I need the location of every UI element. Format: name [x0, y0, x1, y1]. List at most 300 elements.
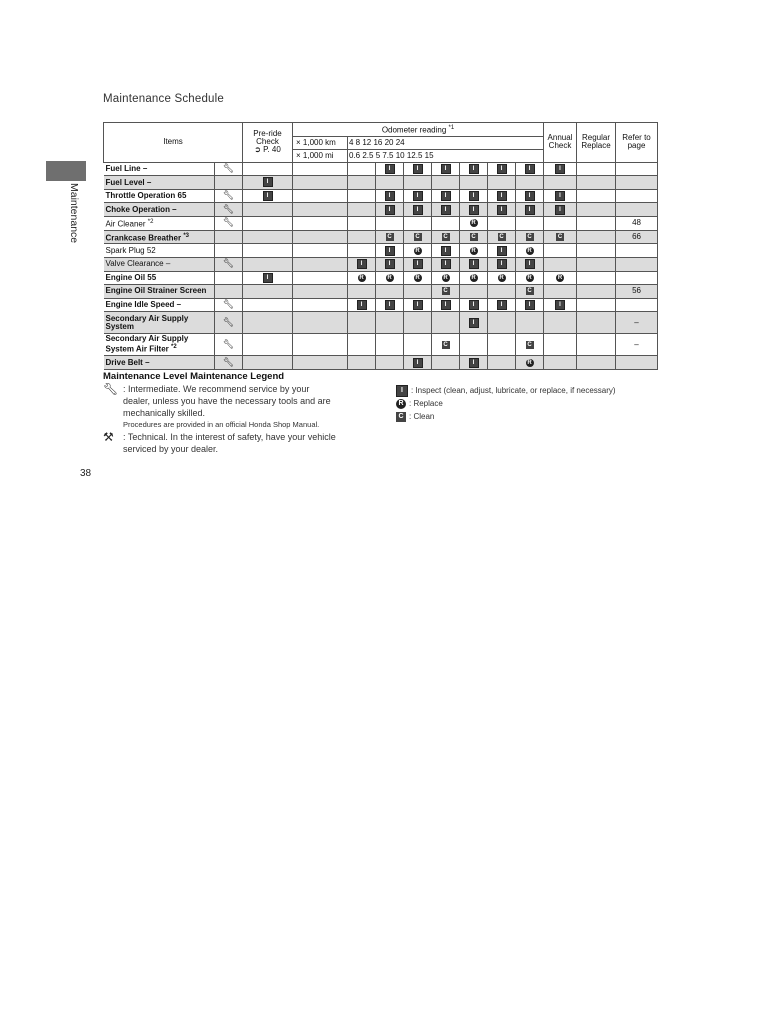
interval-cell [376, 356, 404, 370]
item-label: Fuel Line – [104, 162, 215, 176]
mark-i-icon: I [469, 205, 479, 215]
interval-cell [460, 217, 488, 231]
interval-cell [516, 217, 544, 231]
interval-cell [488, 189, 516, 203]
interval-cell [348, 285, 376, 299]
level-cell [215, 334, 243, 356]
interval-cell [293, 312, 348, 334]
interval-cell [488, 334, 516, 356]
interval-cell [516, 334, 544, 356]
item-label: Air Cleaner $^{*2}$ [104, 217, 215, 231]
mark-c-icon: C [527, 341, 532, 348]
interval-cell [488, 312, 516, 334]
level-cell [215, 217, 243, 231]
interval-cell [460, 189, 488, 203]
interval-cell [432, 162, 460, 176]
wrench-icon: 🔧︎ [222, 339, 235, 350]
interval-cell [376, 162, 404, 176]
mark-i-icon: I [555, 300, 565, 310]
mark-i-icon: I [385, 191, 395, 201]
regular-cell [577, 257, 616, 271]
mark-i-icon: I [441, 205, 451, 215]
refer-page-cell [616, 257, 658, 271]
interval-cell [293, 298, 348, 312]
interval-cell [460, 203, 488, 217]
item-label: Drive Belt – [104, 356, 215, 370]
interval-cell [404, 356, 432, 370]
wrench-icon: 🔧︎ [222, 299, 235, 310]
preride-header: Pre-ride Check ➲ P. 40 [243, 123, 293, 163]
annual-cell [544, 312, 577, 334]
refer-page-cell: – [616, 312, 658, 334]
table-row [104, 271, 658, 285]
refer-page-cell: – [616, 334, 658, 356]
regular-cell [577, 176, 616, 190]
mark-i-icon: I [413, 358, 423, 368]
interval-cell [376, 203, 404, 217]
item-label: Crankcase Breather $^{*3}$ [104, 230, 215, 244]
interval-cell [460, 230, 488, 244]
mark-i-icon: I [263, 191, 273, 201]
item-label: Engine Idle Speed – [104, 298, 215, 312]
regular-cell [577, 203, 616, 217]
mark-c-icon: C [443, 341, 448, 348]
level-cell [215, 162, 243, 176]
interval-cell [404, 230, 432, 244]
mark-i-icon: I [469, 191, 479, 201]
interval-cell [348, 298, 376, 312]
mark-r-icon: R [527, 359, 532, 366]
interval-cell [488, 230, 516, 244]
table-row [104, 217, 658, 231]
mark-i-icon: I [413, 300, 423, 310]
interval-cell [432, 271, 460, 285]
preride-cell [243, 257, 293, 271]
interval-cell [404, 203, 432, 217]
table-row [104, 257, 658, 271]
mark-i-icon: I [385, 300, 395, 310]
regular-cell [577, 298, 616, 312]
mark-c-icon: C [499, 233, 504, 240]
regular-cell [577, 334, 616, 356]
interval-cell [432, 203, 460, 217]
inspect-icon: I [396, 385, 408, 397]
level-cell [215, 203, 243, 217]
clean-icon: C [396, 412, 406, 422]
interval-cell [460, 298, 488, 312]
interval-cell [516, 176, 544, 190]
mark-i-icon: I [441, 191, 451, 201]
annual-cell [544, 244, 577, 258]
mark-i-icon: I [413, 164, 423, 174]
page-ref-icon: ➲ [254, 145, 261, 155]
mark-i-icon: I [385, 205, 395, 215]
interval-cell [460, 285, 488, 299]
interval-cell [348, 203, 376, 217]
page-number: 38 [80, 468, 92, 479]
preride-cell [243, 298, 293, 312]
interval-cell [404, 271, 432, 285]
interval-cell [293, 285, 348, 299]
mark-i-icon: I [413, 259, 423, 269]
preride-cell [243, 244, 293, 258]
schedule-body [104, 162, 658, 369]
table-row [104, 203, 658, 217]
interval-cell [348, 162, 376, 176]
interval-cell [404, 217, 432, 231]
annual-cell [544, 298, 577, 312]
mark-r-icon: R [415, 247, 420, 254]
interval-cell [460, 257, 488, 271]
preride-cell [243, 285, 293, 299]
table-row [104, 230, 658, 244]
mark-i-icon: I [385, 164, 395, 174]
level-cell [215, 244, 243, 258]
preride-cell [243, 271, 293, 285]
regular-replace-header: Regular Replace [577, 123, 616, 163]
interval-cell [488, 271, 516, 285]
interval-cell [460, 312, 488, 334]
legend-title: Maintenance Level Maintenance Legend [103, 371, 285, 382]
interval-cell [488, 217, 516, 231]
mark-r-icon: R [415, 274, 420, 281]
table-row [104, 285, 658, 299]
mark-i-icon: I [357, 259, 367, 269]
legend-technical: ⚒ : Technical. In the interest of safety, have your vehicle serviced by your dealer. [103, 430, 336, 454]
interval-cell [432, 244, 460, 258]
item-label: Spark Plug 52 [104, 244, 215, 258]
preride-cell [243, 312, 293, 334]
interval-cell [376, 189, 404, 203]
interval-cell [516, 257, 544, 271]
interval-cell [460, 334, 488, 356]
annual-check-header: Annual Check [544, 123, 577, 163]
mark-i-icon: I [441, 300, 451, 310]
mark-r-icon: R [557, 274, 563, 281]
annual-cell [544, 162, 577, 176]
mark-i-icon: I [357, 300, 367, 310]
interval-cell [376, 230, 404, 244]
interval-cell [404, 244, 432, 258]
regular-cell [577, 244, 616, 258]
legend-inspect: I : Inspect (clean, adjust, lubricate, or replace, if necessary) [396, 384, 616, 397]
mark-i-icon: I [441, 164, 451, 174]
mark-i-icon: I [469, 318, 479, 328]
refer-page-cell [616, 189, 658, 203]
mark-i-icon: I [497, 259, 507, 269]
annual-cell [544, 230, 577, 244]
page-title: Maintenance Schedule [103, 93, 224, 105]
interval-cell [432, 189, 460, 203]
mi-values: 0.6 2.5 5 7.5 10 12.5 15 [348, 149, 544, 162]
table-row [104, 244, 658, 258]
interval-cell [348, 271, 376, 285]
mark-c-icon: C [443, 233, 448, 240]
legend-clean: C : Clean [396, 410, 616, 423]
interval-cell [432, 285, 460, 299]
item-label: Valve Clearance – [104, 257, 215, 271]
interval-cell [293, 334, 348, 356]
annual-cell [544, 217, 577, 231]
mark-r-icon: R [499, 274, 504, 281]
table-row [104, 312, 658, 334]
interval-cell [376, 298, 404, 312]
table-row [104, 298, 658, 312]
interval-cell [293, 271, 348, 285]
interval-cell [348, 217, 376, 231]
regular-cell [577, 230, 616, 244]
wrench-icon: 🔧︎ [103, 382, 119, 396]
interval-cell [460, 356, 488, 370]
preride-cell [243, 356, 293, 370]
mark-i-icon: I [385, 246, 395, 256]
interval-cell [293, 257, 348, 271]
interval-cell [293, 189, 348, 203]
preride-cell [243, 217, 293, 231]
mark-r-icon: R [471, 220, 476, 227]
mi-unit: × 1,000 mi [293, 149, 348, 162]
table-row [104, 176, 658, 190]
interval-cell [293, 230, 348, 244]
regular-cell [577, 217, 616, 231]
replace-icon: R [396, 399, 406, 409]
preride-cell [243, 189, 293, 203]
wrench-icon: 🔧︎ [222, 190, 235, 201]
legend-intermediate: 🔧︎ : Intermediate. We recommend service by your dealer, unless you have the necessary tools and are mechanically skilled. Procedures are provided in an official Honda Shop Manual. [103, 382, 331, 429]
regular-cell [577, 312, 616, 334]
regular-cell [577, 162, 616, 176]
item-label: Choke Operation – [104, 203, 215, 217]
table-row [104, 356, 658, 370]
refer-page-cell [616, 162, 658, 176]
annual-cell [544, 285, 577, 299]
interval-cell [376, 285, 404, 299]
km-unit: × 1,000 km [293, 136, 348, 149]
interval-cell [460, 162, 488, 176]
interval-cell [460, 271, 488, 285]
interval-cell [348, 312, 376, 334]
interval-cell [376, 257, 404, 271]
interval-cell [404, 285, 432, 299]
mark-i-icon: I [525, 164, 535, 174]
mark-r-icon: R [471, 274, 476, 281]
interval-cell [516, 162, 544, 176]
interval-cell [404, 162, 432, 176]
interval-cell [404, 298, 432, 312]
mark-i-icon: I [385, 259, 395, 269]
crossed-tools-icon: ⚒ [103, 430, 114, 444]
side-tab-marker [46, 161, 86, 181]
interval-cell [516, 356, 544, 370]
km-values: 4 8 12 16 20 24 [348, 136, 544, 149]
level-cell [215, 271, 243, 285]
annual-cell [544, 203, 577, 217]
level-cell [215, 257, 243, 271]
mark-r-icon: R [471, 247, 476, 254]
mark-i-icon: I [525, 300, 535, 310]
mark-r-icon: R [387, 274, 392, 281]
interval-cell [432, 176, 460, 190]
interval-cell [376, 271, 404, 285]
item-label: Engine Oil Strainer Screen [104, 285, 215, 299]
interval-cell [293, 356, 348, 370]
interval-cell [432, 257, 460, 271]
interval-cell [376, 334, 404, 356]
mark-i-icon: I [469, 259, 479, 269]
annual-cell [544, 356, 577, 370]
table-row [104, 334, 658, 356]
preride-cell [243, 162, 293, 176]
mark-i-icon: I [497, 164, 507, 174]
annual-cell [544, 257, 577, 271]
annual-cell [544, 176, 577, 190]
interval-cell [376, 244, 404, 258]
mark-r-icon: R [527, 274, 532, 281]
maintenance-schedule-table [103, 122, 658, 370]
table-row [104, 162, 658, 176]
odometer-header: Odometer reading $^{*1}$ [293, 123, 544, 137]
preride-cell [243, 230, 293, 244]
annual-cell [544, 334, 577, 356]
interval-cell [488, 176, 516, 190]
mark-i-icon: I [497, 205, 507, 215]
mark-c-icon: C [527, 233, 532, 240]
refer-page-cell [616, 298, 658, 312]
preride-cell [243, 334, 293, 356]
interval-cell [376, 312, 404, 334]
wrench-icon: 🔧︎ [222, 217, 235, 228]
mark-i-icon: I [525, 259, 535, 269]
maintenance-action-legend [396, 384, 616, 423]
mark-c-icon: C [415, 233, 420, 240]
interval-cell [432, 356, 460, 370]
preride-cell [243, 203, 293, 217]
interval-cell [404, 257, 432, 271]
wrench-icon: 🔧︎ [222, 317, 235, 328]
item-label: Secondary Air Supply System [104, 312, 215, 334]
interval-cell [488, 203, 516, 217]
refer-page-cell [616, 176, 658, 190]
annual-cell [544, 271, 577, 285]
annual-cell [544, 189, 577, 203]
refer-page-header: Refer to page [616, 123, 658, 163]
interval-cell [488, 298, 516, 312]
mark-i-icon: I [441, 246, 451, 256]
refer-page-cell [616, 356, 658, 370]
refer-page-cell [616, 203, 658, 217]
level-cell [215, 298, 243, 312]
mark-i-icon: I [497, 300, 507, 310]
regular-cell [577, 189, 616, 203]
mark-c-icon: C [557, 233, 563, 240]
refer-page-cell [616, 244, 658, 258]
interval-cell [516, 298, 544, 312]
mark-r-icon: R [527, 247, 532, 254]
interval-cell [376, 176, 404, 190]
table-row [104, 189, 658, 203]
item-label: Fuel Level – [104, 176, 215, 190]
side-tab-label: Maintenance [68, 183, 80, 244]
interval-cell [516, 312, 544, 334]
mark-i-icon: I [497, 246, 507, 256]
regular-cell [577, 356, 616, 370]
interval-cell [488, 244, 516, 258]
interval-cell [348, 189, 376, 203]
interval-cell [516, 230, 544, 244]
mark-r-icon: R [443, 274, 448, 281]
legend-replace: R : Replace [396, 397, 616, 410]
interval-cell [348, 356, 376, 370]
maintenance-level-legend [103, 383, 373, 455]
interval-cell [293, 203, 348, 217]
interval-cell [293, 217, 348, 231]
interval-cell [348, 244, 376, 258]
mark-i-icon: I [555, 205, 565, 215]
mark-i-icon: I [263, 273, 273, 283]
regular-cell [577, 285, 616, 299]
item-label: Secondary Air Supply System Air Filter $^{*2}$ [104, 334, 215, 356]
level-cell [215, 312, 243, 334]
wrench-icon: 🔧︎ [222, 356, 235, 367]
interval-cell [404, 312, 432, 334]
mark-i-icon: I [555, 191, 565, 201]
interval-cell [348, 176, 376, 190]
interval-cell [432, 230, 460, 244]
wrench-icon: 🔧︎ [222, 203, 235, 214]
mark-i-icon: I [469, 358, 479, 368]
interval-cell [348, 230, 376, 244]
refer-page-cell: 66 [616, 230, 658, 244]
interval-cell [516, 271, 544, 285]
level-cell [215, 189, 243, 203]
mark-c-icon: C [387, 233, 392, 240]
item-label: Engine Oil 55 [104, 271, 215, 285]
interval-cell [516, 285, 544, 299]
mark-i-icon: I [413, 191, 423, 201]
preride-cell [243, 176, 293, 190]
interval-cell [516, 189, 544, 203]
refer-page-cell: 48 [616, 217, 658, 231]
mark-i-icon: I [555, 164, 565, 174]
interval-cell [460, 176, 488, 190]
interval-cell [488, 356, 516, 370]
mark-i-icon: I [413, 205, 423, 215]
mark-i-icon: I [525, 191, 535, 201]
level-cell [215, 356, 243, 370]
mark-i-icon: I [469, 164, 479, 174]
mark-i-icon: I [469, 300, 479, 310]
wrench-icon: 🔧︎ [222, 258, 235, 269]
mark-r-icon: R [359, 274, 364, 281]
interval-cell [432, 312, 460, 334]
interval-cell [516, 203, 544, 217]
mark-c-icon: C [443, 288, 448, 295]
mark-i-icon: I [441, 259, 451, 269]
interval-cell [488, 285, 516, 299]
mark-c-icon: C [471, 233, 476, 240]
interval-cell [348, 334, 376, 356]
refer-page-cell: 56 [616, 285, 658, 299]
interval-cell [432, 334, 460, 356]
interval-cell [293, 162, 348, 176]
item-label: Throttle Operation 65 [104, 189, 215, 203]
mark-i-icon: I [497, 191, 507, 201]
interval-cell [404, 176, 432, 190]
interval-cell [516, 244, 544, 258]
refer-page-cell [616, 271, 658, 285]
interval-cell [376, 217, 404, 231]
mark-i-icon: I [263, 177, 273, 187]
